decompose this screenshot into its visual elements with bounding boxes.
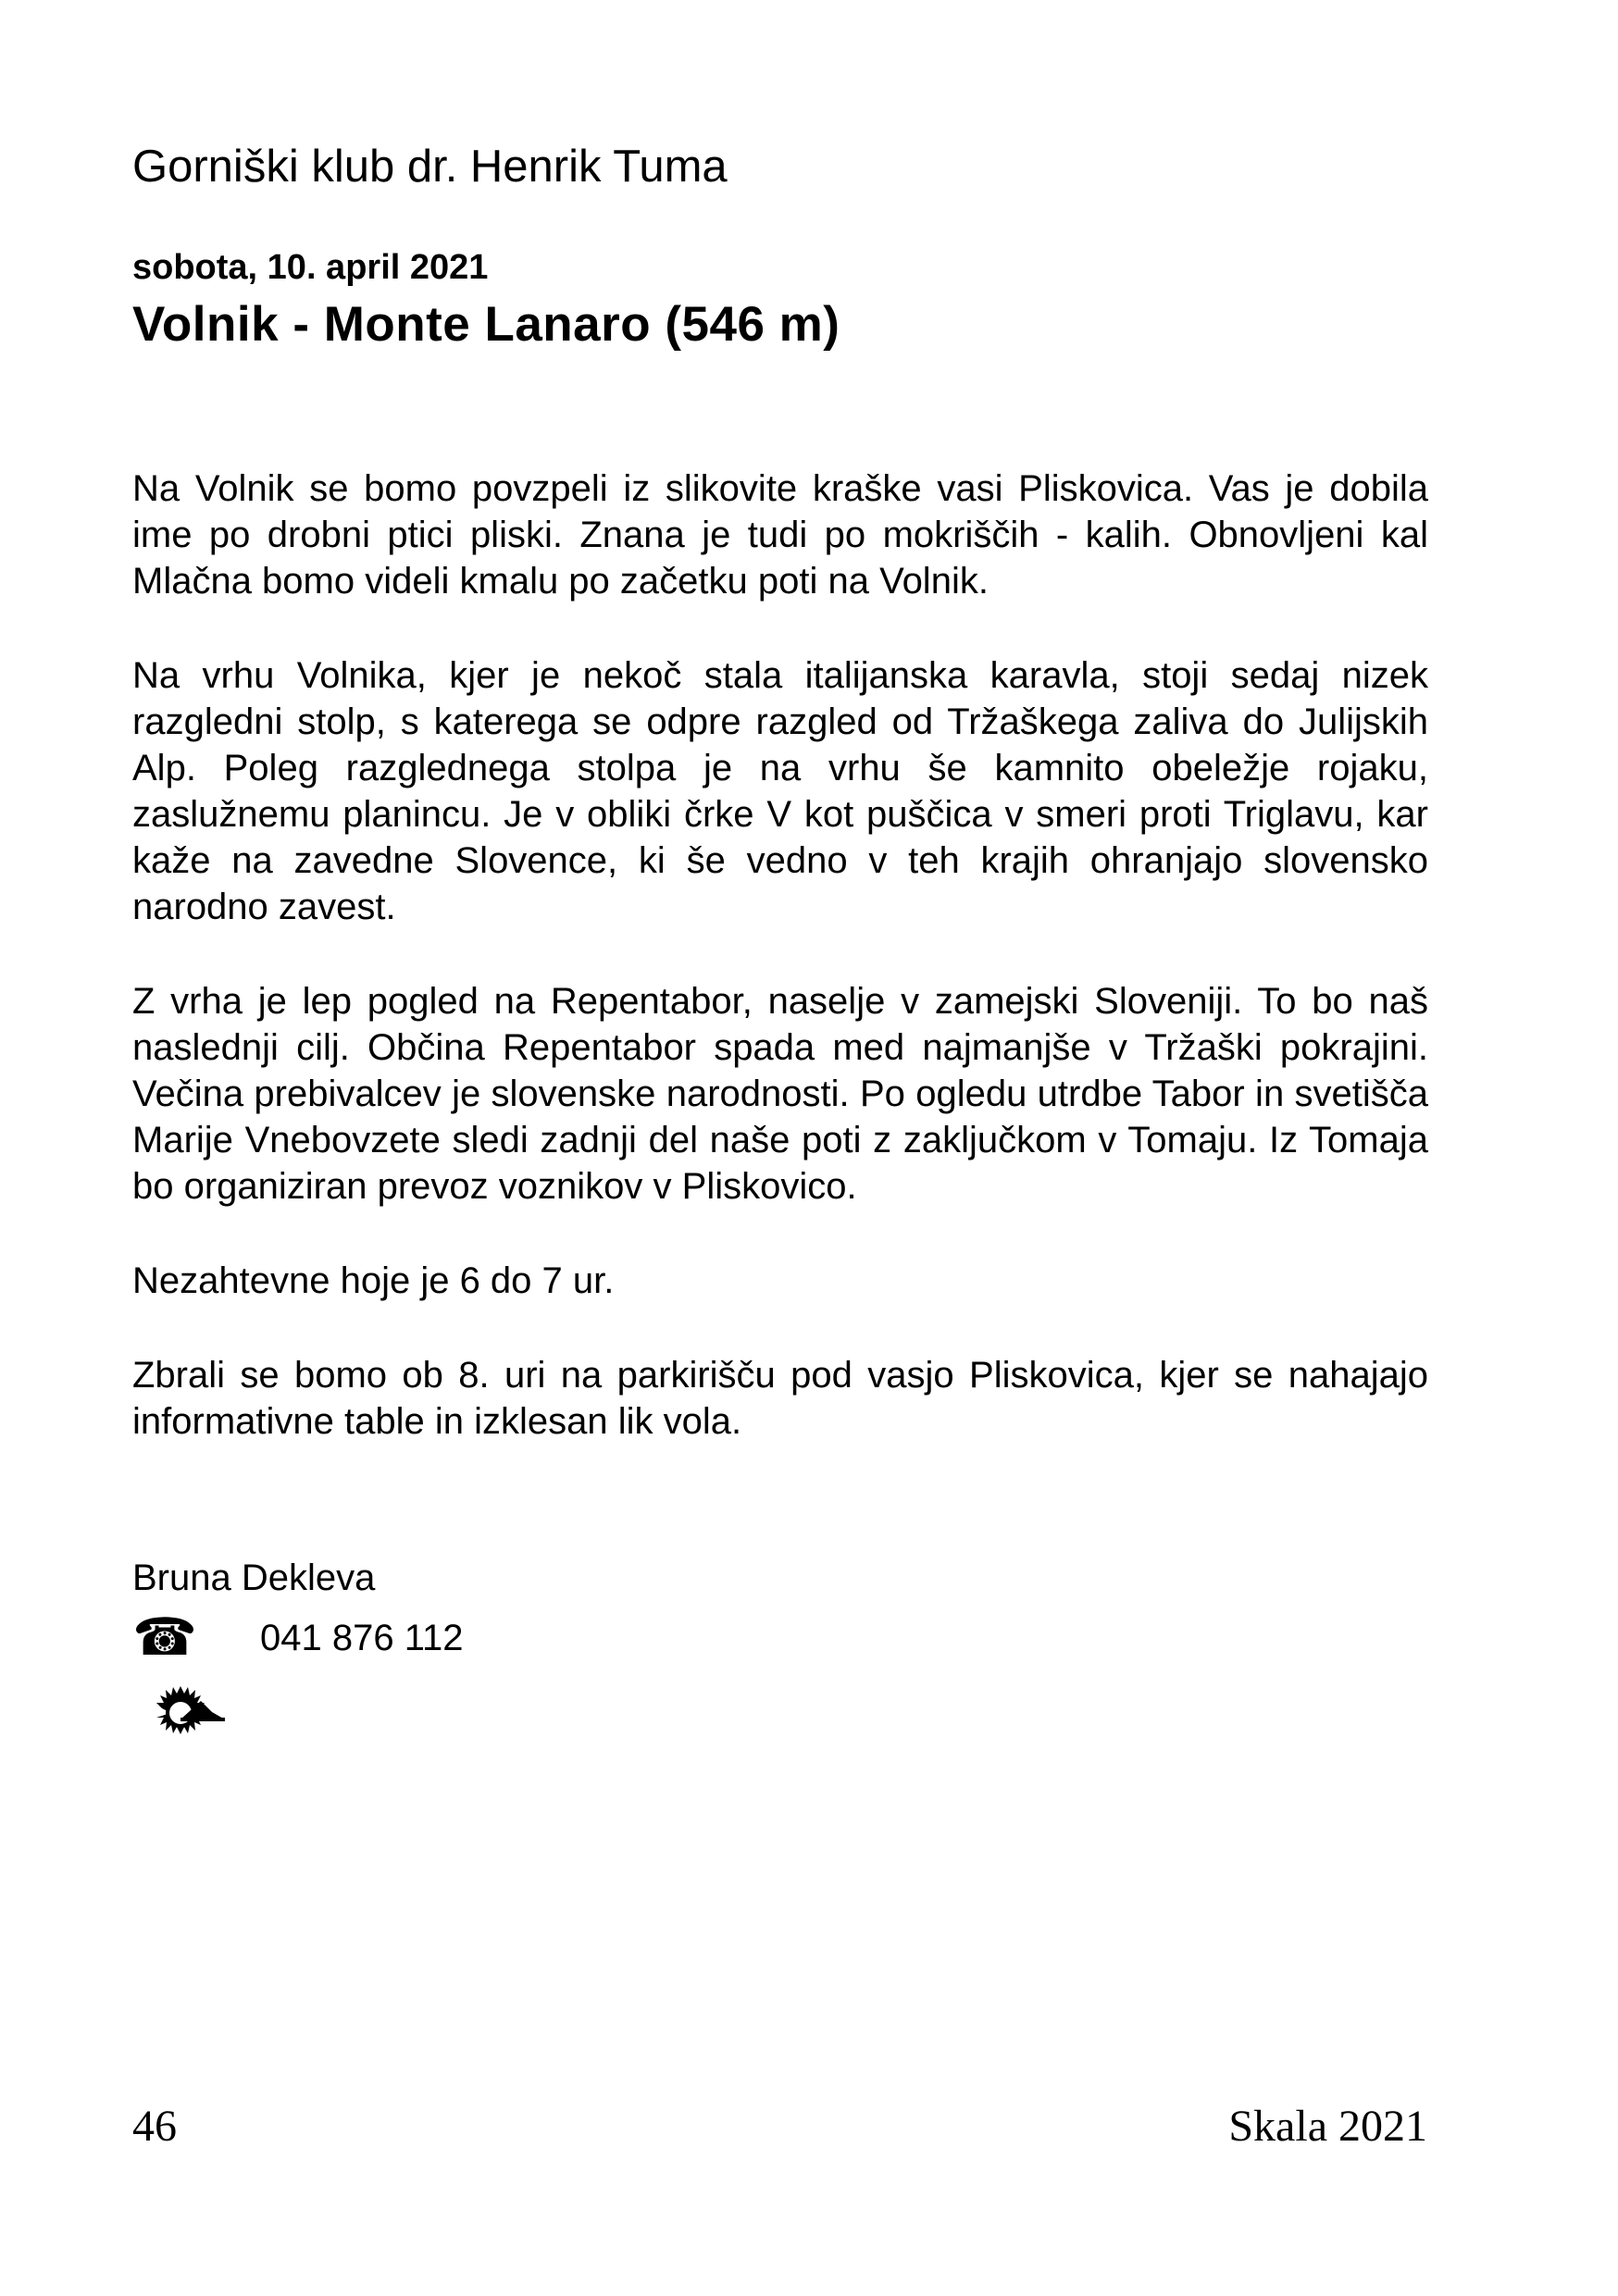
contact-phone-row [132,1607,780,1668]
paragraph-repentabor: Z vrha je lep pogled na Repentabor, naselje v zamejski Sloveniji. To bo naš naslednji cilj. Občina Repentabor spada med najmanjše v Tržaški pokrajini. Večina prebivalcev je slovenske narodnosti. Po ogledu utrdbe Tabor in svetišča Marije Vnebovzete sledi zadnji del naše poti z zaključkom v Tomaju. Iz Tomaja bo organiziran prevoz voznikov v Pliskovico. [132,981,1428,1207]
club-name: Gorniški klub dr. Henrik Tuma [132,142,728,192]
contact-phone-number: 041 876 112 [260,1618,464,1658]
mountain-sun-icon [153,1684,227,1742]
event-description [132,465,1428,1493]
paragraph-duration: Nezahtevne hoje je 6 do 7 ur. [132,1260,615,1301]
event-title: Volnik - Monte Lanaro (546 m) [132,297,840,352]
paragraph-summit: Na vrhu Volnika, kjer je nekoč stala italijanska karavla, stoji sedaj nizek razgledni stolp, s katerega se odpre razgled od Tržaškega zaliva do Julijskih Alp. Poleg razglednega stolpa je na vrhu še kamnito obeležje rojaku, zaslužnemu planincu. Je v obliki črke V kot puščica v smeri proti Triglavu, kar kaže na zavedne Slovence, ki še vedno v teh krajih ohranjajo slovensko narodno zavest. [132,655,1428,927]
publication-title: Skala 2021 [1228,2102,1427,2151]
paragraph-meeting-point: Zbrali se bomo ob 8. uri na parkirišču pod vasjo Pliskovica, kjer se nahajajo informativne table in izklesan lik vola. [132,1355,1428,1442]
event-date: sobota, 10. april 2021 [132,248,489,287]
telephone-icon: ☎ [132,1607,197,1668]
contact-name: Bruna Dekleva [132,1558,376,1598]
paragraph-intro: Na Volnik se bomo povzpeli iz slikovite kraške vasi Pliskovica. Vas je dobila ime po drobni ptici pliski. Znana je tudi po mokriščih - kalih. Obnovljeni kal Mlačna bomo videli kmalu po začetku poti na Volnik. [132,468,1428,602]
page-number: 46 [132,2102,177,2151]
